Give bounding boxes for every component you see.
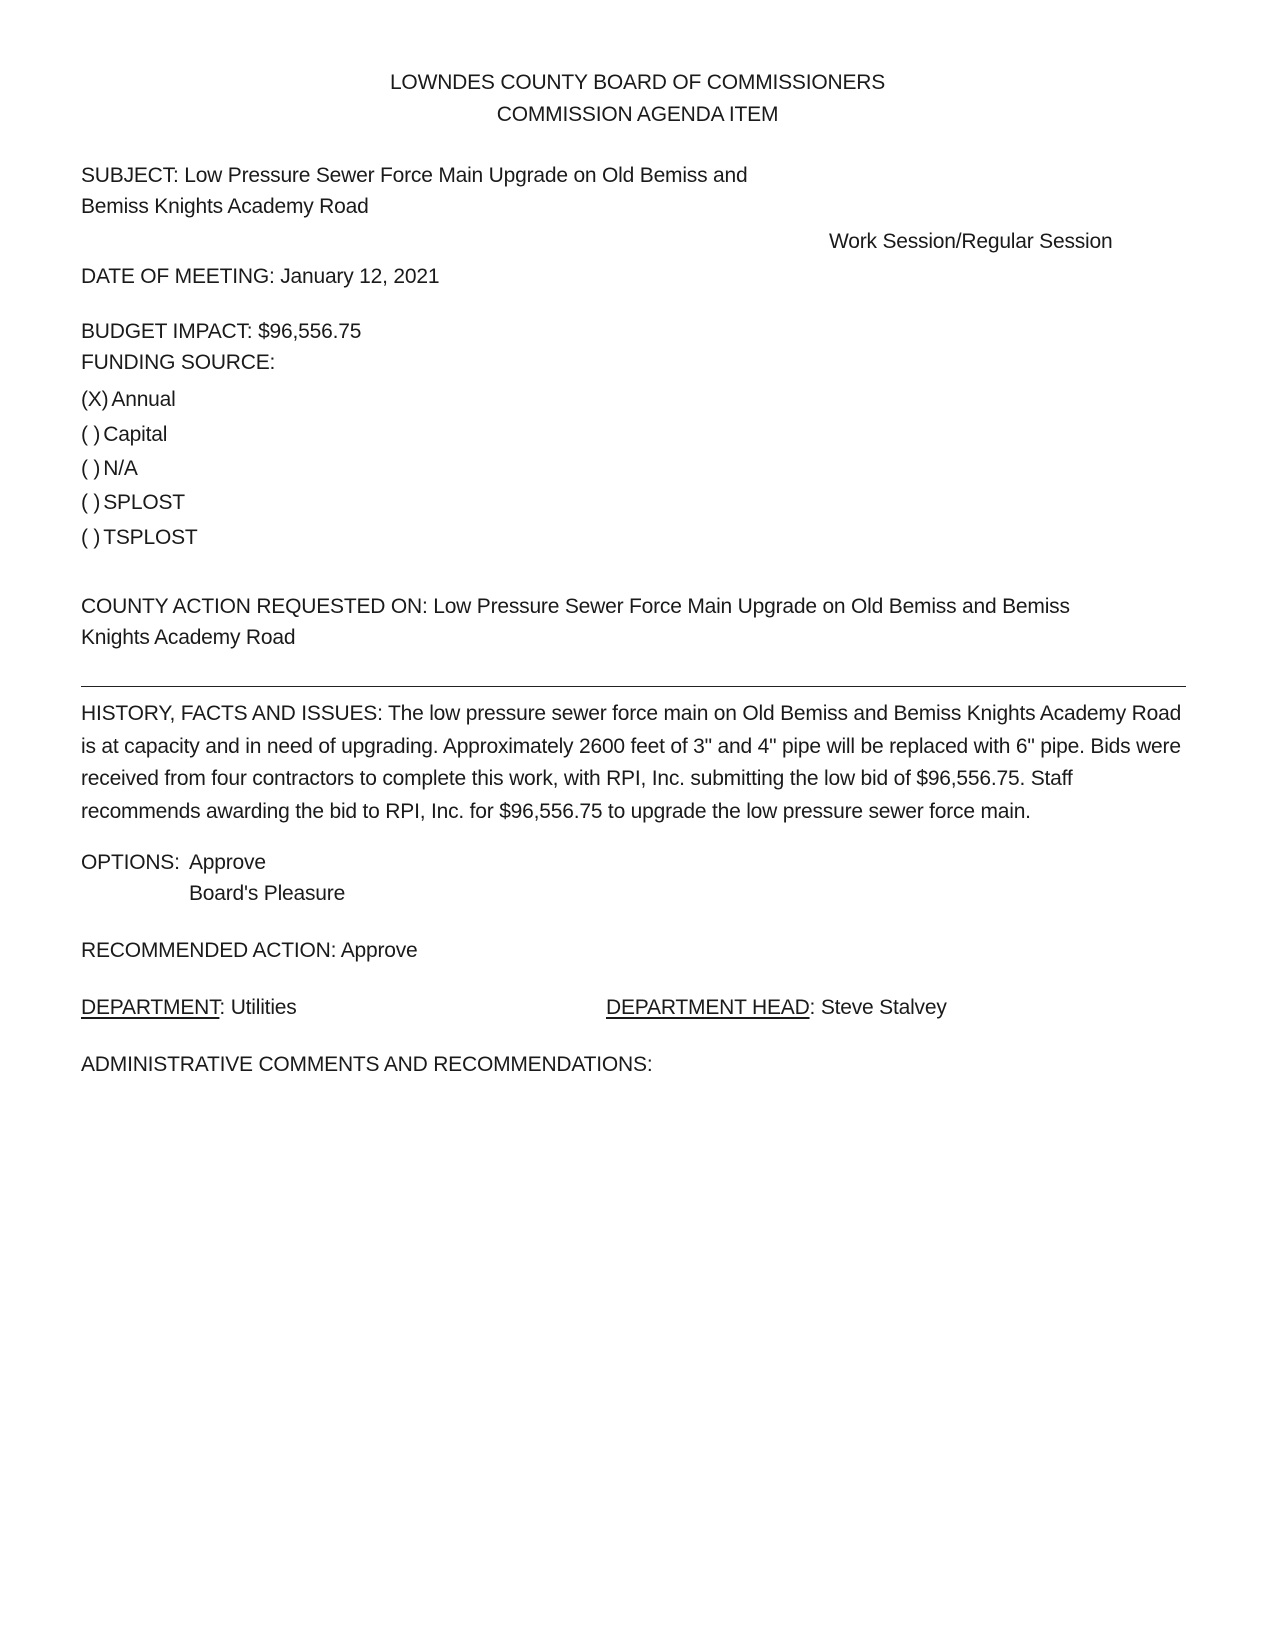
department-head bbox=[606, 992, 947, 1023]
history-facts-issues: HISTORY, FACTS AND ISSUES: The low pressure sewer force main on Old Bemiss and Bemiss Knights Academy Road is at capacity and in need of upgrading. Approximately 2600 feet of 3" and 4" pipe will be replaced with 6" pipe. Bids were received from four contractors to complete this work, with RPI, Inc. submitting the low bid of $96,556.75. Staff recommends awarding the bid to RPI, Inc. for $96,556.75 to upgrade the low pressure sewer force main. bbox=[81, 702, 1182, 823]
funding-option-label: Capital bbox=[103, 423, 168, 446]
administrative-comments: ADMINISTRATIVE COMMENTS AND RECOMMENDATIONS: bbox=[81, 1053, 653, 1076]
option-approve: Approve bbox=[189, 851, 266, 874]
funding-source-label: FUNDING SOURCE: bbox=[81, 351, 276, 374]
checkbox-mark: ( ) bbox=[81, 423, 101, 446]
checkbox-mark: ( ) bbox=[81, 491, 101, 514]
funding-option-splost bbox=[81, 487, 185, 518]
department-head-label: DEPARTMENT HEAD bbox=[606, 996, 810, 1019]
department-value: : Utilities bbox=[219, 996, 297, 1019]
recommended-action: RECOMMENDED ACTION: Approve bbox=[81, 939, 418, 962]
department-label: DEPARTMENT bbox=[81, 996, 220, 1019]
option-boards-pleasure: Board's Pleasure bbox=[189, 882, 346, 905]
county-action-line-1: COUNTY ACTION REQUESTED ON: Low Pressure Sewer Force Main Upgrade on Old Bemiss and Bemiss bbox=[81, 595, 1070, 618]
funding-option-label: SPLOST bbox=[103, 491, 185, 514]
funding-option-tsplost bbox=[81, 522, 198, 553]
department-head-value: : Steve Stalvey bbox=[809, 996, 947, 1019]
session-type: Work Session/Regular Session bbox=[829, 230, 1113, 253]
subject-line-1: SUBJECT: Low Pressure Sewer Force Main Upgrade on Old Bemiss and bbox=[81, 164, 748, 187]
section-divider bbox=[81, 686, 1186, 687]
checkbox-mark: ( ) bbox=[81, 457, 101, 480]
funding-option-annual bbox=[81, 384, 176, 415]
county-action-line-2: Knights Academy Road bbox=[81, 626, 296, 649]
funding-option-label: Annual bbox=[111, 388, 176, 411]
date-of-meeting: DATE OF MEETING: January 12, 2021 bbox=[81, 265, 440, 288]
options-label: OPTIONS: bbox=[81, 851, 180, 874]
department bbox=[81, 992, 297, 1023]
checkbox-mark: (X) bbox=[81, 388, 109, 411]
funding-option-capital bbox=[81, 419, 167, 450]
budget-impact: BUDGET IMPACT: $96,556.75 bbox=[81, 320, 362, 343]
checkbox-mark: ( ) bbox=[81, 526, 101, 549]
funding-option-na bbox=[81, 453, 138, 484]
document-title: COMMISSION AGENDA ITEM bbox=[496, 103, 779, 126]
subject-line-2: Bemiss Knights Academy Road bbox=[81, 195, 369, 218]
board-title: LOWNDES COUNTY BOARD OF COMMISSIONERS bbox=[389, 71, 886, 94]
funding-option-label: TSPLOST bbox=[103, 526, 198, 549]
funding-option-label: N/A bbox=[103, 457, 138, 480]
